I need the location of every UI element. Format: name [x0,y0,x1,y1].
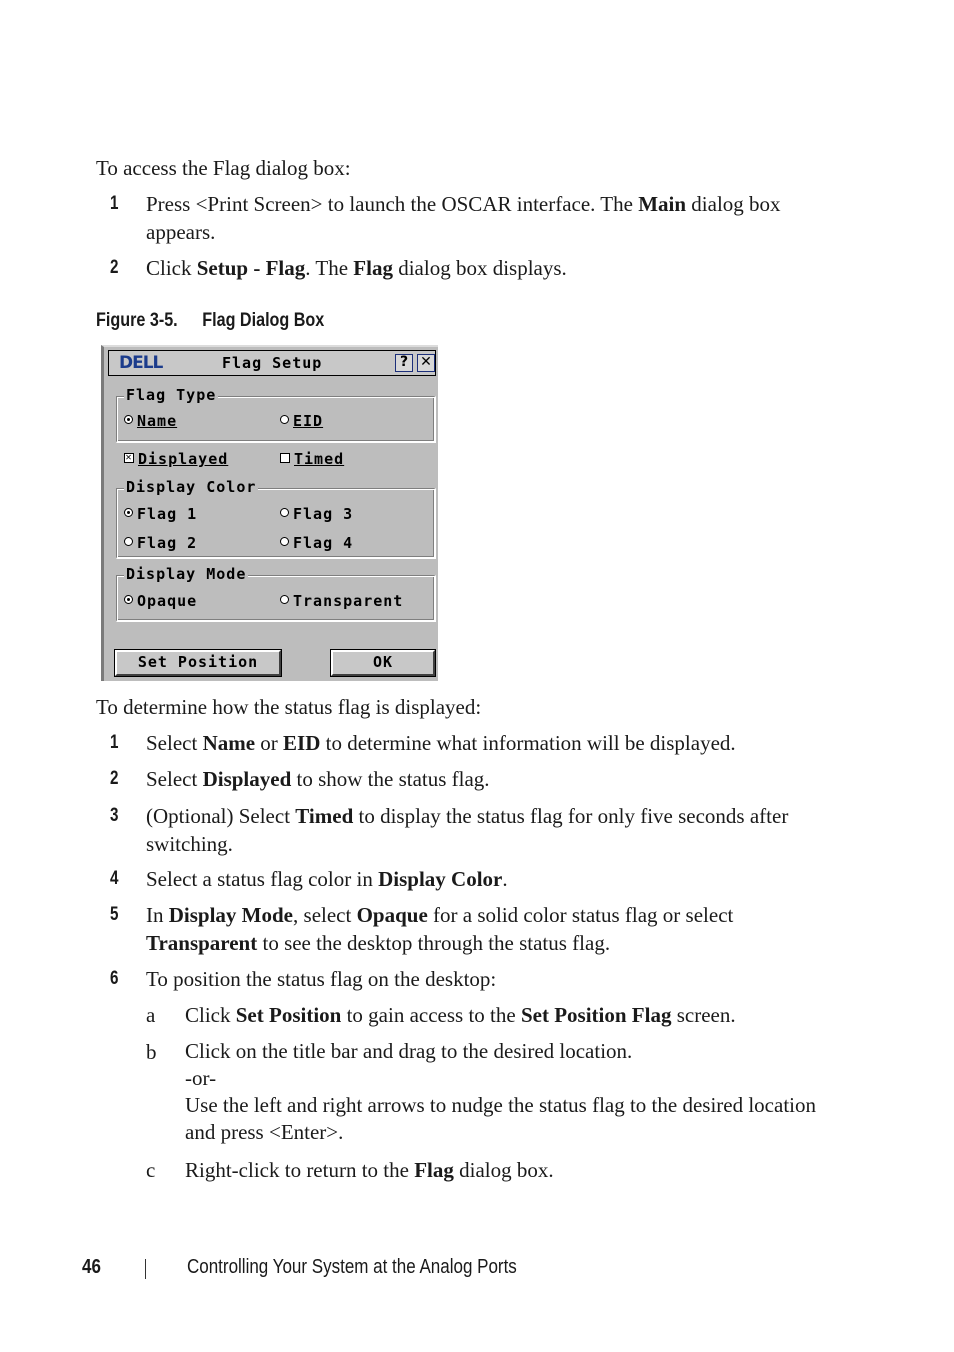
step-text: Press <Print Screen> to launch the OSCAR interface. The Main dialog box appears. [146,192,781,244]
checkbox-icon [280,453,290,463]
displayed-checkbox[interactable] [124,450,228,468]
step-text: In Display Mode, select Opaque for a solid color status flag or select Transparent to see the desktop through the status flag. [146,903,734,955]
sub-step-letter: c [146,1158,156,1182]
figure-title: Flag Dialog Box [202,310,325,331]
help-icon[interactable]: ? [395,354,413,372]
bold-term: Main [638,192,687,216]
flag-1-label: Flag 1 [137,505,198,523]
opaque-radio[interactable] [124,592,197,610]
bold-term: Setup - Flag [196,256,306,280]
display-color-legend: Display Color [126,478,257,496]
transparent-label: Transparent [293,592,404,610]
step-text: Select a status flag color in Display Color. [146,867,508,891]
close-icon[interactable]: ✕ [417,354,435,372]
displayed-label: Displayed [138,450,229,468]
bold-term: Flag [414,1158,454,1182]
timed-label: Timed [294,450,345,468]
name-radio[interactable] [124,412,177,430]
radio-icon [280,415,289,424]
page-number: 46 [82,1256,101,1278]
step-number: 4 [110,868,119,889]
bold-term: Opaque [356,903,428,927]
step-text: (Optional) Select Timed to display the status flag for only five seconds after switching. [146,804,789,856]
sub-step-text: Click Set Position to gain access to the Set Position Flag screen. [185,1003,736,1027]
step-text: Click Setup - Flag. The Flag dialog box displays. [146,256,567,280]
step-number: 2 [110,768,119,789]
step-number: 2 [110,257,119,278]
dell-logo: DELL [119,353,163,373]
bold-term: EID [283,731,321,755]
step-number: 5 [110,904,119,925]
eid-label: EID [293,412,324,430]
intro-access-text: To access the Flag dialog box: [96,156,351,180]
flag-3-label: Flag 3 [293,505,354,523]
radio-icon [280,595,289,604]
opaque-label: Opaque [137,592,198,610]
checkbox-checked-icon: ✕ [125,451,133,463]
radio-icon [280,508,289,517]
dialog-titlebar[interactable] [108,350,436,376]
step-text: Select Name or EID to determine what information will be displayed. [146,731,736,755]
flag-2-radio[interactable] [124,534,197,552]
bold-term: Display Color [378,867,503,891]
flag-4-radio[interactable] [280,534,353,552]
step-number: 1 [110,193,119,214]
bold-term: Transparent [146,931,258,955]
bold-term: Displayed [202,767,292,791]
flag-type-legend: Flag Type [126,386,217,404]
sub-step-letter: b [146,1040,157,1064]
radio-selected-icon [124,508,133,517]
bold-term: Display Mode [168,903,294,927]
name-label: Name [137,412,178,430]
eid-radio[interactable] [280,412,323,430]
bold-term: Set Position Flag [520,1003,672,1027]
flag-3-radio[interactable] [280,505,353,523]
bold-term: Set Position [235,1003,342,1027]
dialog-title: Flag Setup [222,354,323,372]
sub-step-letter: a [146,1003,156,1027]
display-mode-legend: Display Mode [126,565,247,583]
figure-label: Figure 3-5. [96,310,178,331]
transparent-radio[interactable] [280,592,403,610]
sub-step-text: Right-click to return to the Flag dialog box. [185,1158,554,1182]
footer-divider [145,1259,146,1279]
set-position-button[interactable]: Set Position [115,650,281,676]
flag-4-label: Flag 4 [293,534,354,552]
flag-1-radio[interactable] [124,505,197,523]
sub-step-text: Click on the title bar and drag to the desired location. -or- Use the left and right arrows to nudge the status flag to the desired location and press <Enter>. [185,1039,816,1144]
radio-icon [124,537,133,546]
bold-term: Timed [295,804,354,828]
ok-button[interactable]: OK [331,650,435,676]
footer-chapter-title: Controlling Your System at the Analog Ports [187,1256,517,1278]
intro-determine-text: To determine how the status flag is displayed: [96,695,482,719]
step-text: To position the status flag on the desktop: [146,967,497,991]
radio-icon [280,537,289,546]
step-number: 3 [110,805,119,826]
bold-term: Name [202,731,256,755]
flag-setup-dialog [101,345,438,681]
radio-selected-icon [124,595,133,604]
timed-checkbox[interactable] [280,450,344,468]
step-number: 1 [110,732,119,753]
figure-caption [96,309,324,333]
bold-term: Flag [353,256,393,280]
radio-selected-icon [124,415,133,424]
step-number: 6 [110,968,119,989]
step-text: Select Displayed to show the status flag. [146,767,490,791]
flag-2-label: Flag 2 [137,534,198,552]
